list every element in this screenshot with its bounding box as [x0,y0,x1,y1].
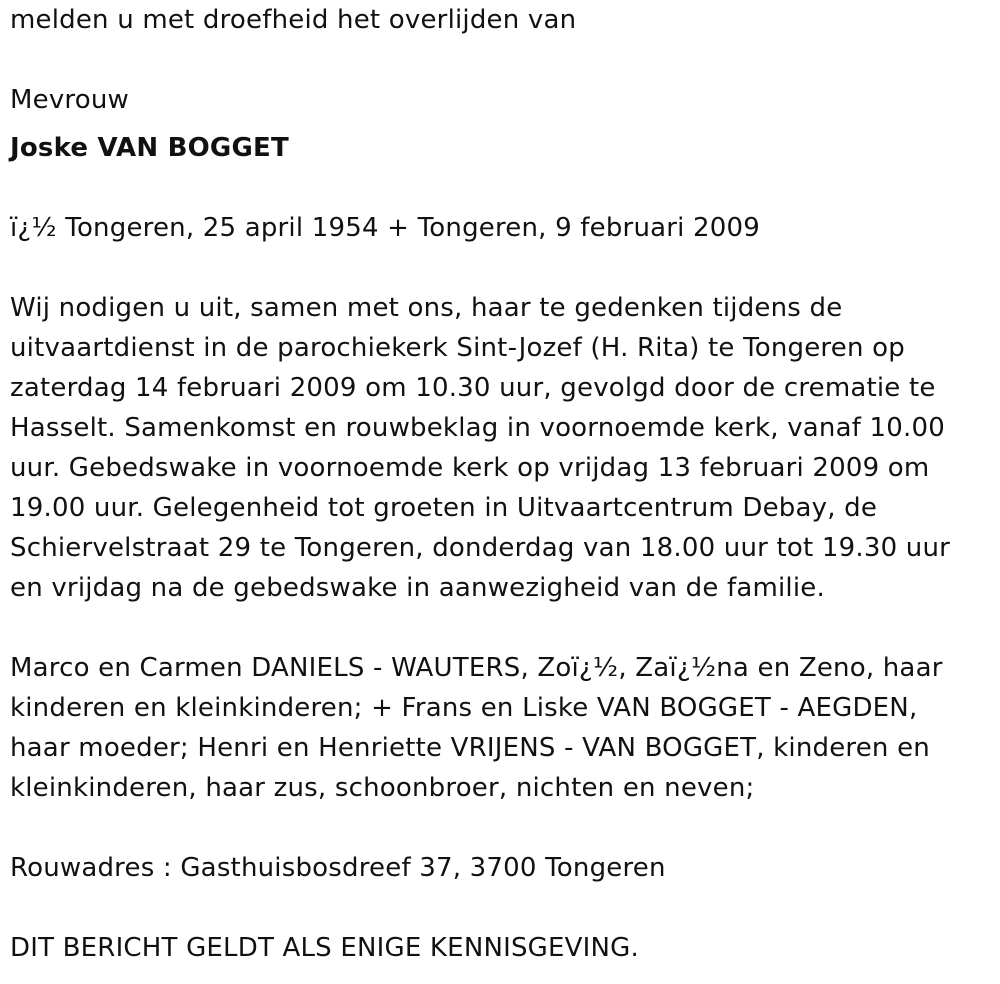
birth-death-dates: ï¿½ Tongeren, 25 april 1954 + Tongeren, 9 februari 2009 [10,213,761,243]
spacer [10,608,985,648]
deceased-name: Joske VAN BOGGET [10,133,289,163]
obituary-notice [10,0,985,968]
spacer [10,248,985,288]
salutation: Mevrouw [10,85,129,115]
intro-text: melden u met droefheid het overlijden van [10,5,577,35]
spacer [10,808,985,848]
family-list: Marco en Carmen DANIELS - WAUTERS, Zoï¿½, Zaï¿½na en Zeno, haar kinderen en kleinkinderen; + Frans en Liske VAN BOGGET - AEGDEN, haar moeder; Henri en Henriette VRIJENS - VAN BOGGET, kinderen en kleinkinderen, haar zus, schoonbroer, nichten en neven; [10,653,952,803]
spacer [10,888,985,928]
notice-statement: DIT BERICHT GELDT ALS ENIGE KENNISGEVING. [10,933,639,963]
spacer [10,40,985,80]
mourning-address: Rouwadres : Gasthuisbosdreef 37, 3700 Tongeren [10,853,666,883]
spacer [10,168,985,208]
funeral-invitation: Wij nodigen u uit, samen met ons, haar te gedenken tijdens de uitvaartdienst in de parochiekerk Sint-Jozef (H. Rita) te Tongeren op zaterdag 14 februari 2009 om 10.30 uur, gevolgd door de crematie te Hasselt. Samenkomst en rouwbeklag in voornoemde kerk, vanaf 10.00 uur. Gebedswake in voornoemde kerk op vrijdag 13 februari 2009 om 19.00 uur. Gelegenheid tot groeten in Uitvaartcentrum Debay, de Schiervelstraat 29 te Tongeren, donderdag van 18.00 uur tot 19.30 uur en vrijdag na de gebedswake in aanwezigheid van de familie. [10,293,959,603]
